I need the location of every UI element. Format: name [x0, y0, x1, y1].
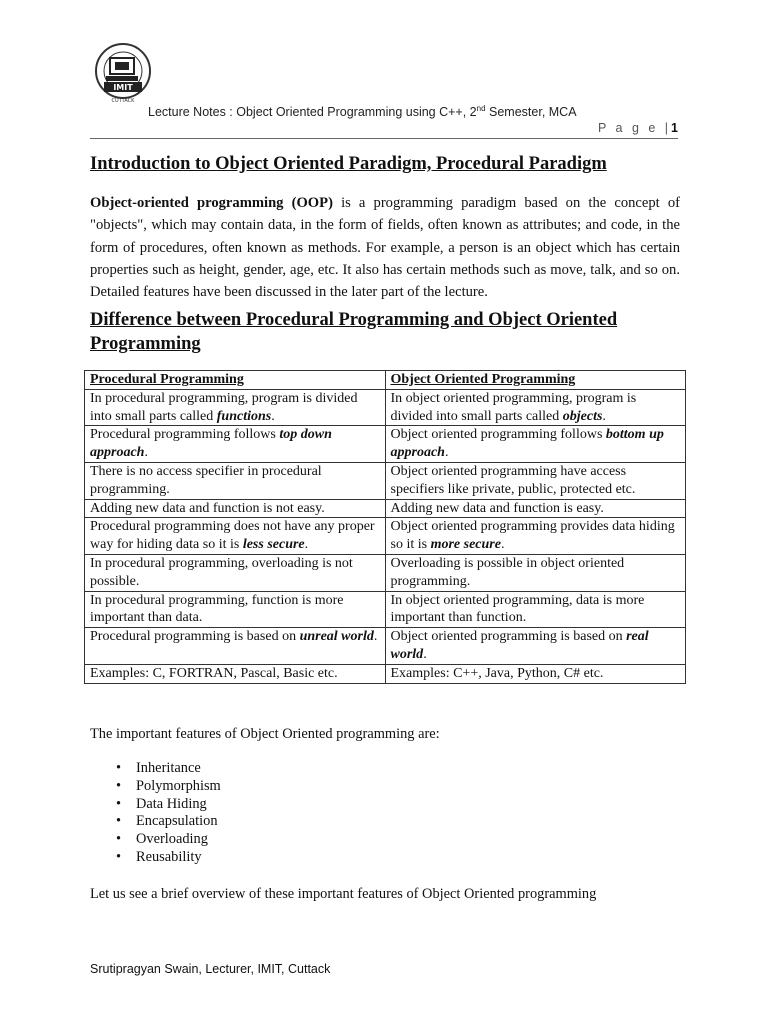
table-cell-procedural: In procedural programming, overloading is not possible.: [85, 554, 386, 591]
intro-text: is a programming paradigm based on the concept of "objects", which may contain data, in the form of fields, often known as attributes; and code, in the form of procedures, often known as methods. For example, a person is an object which has certain properties such as height, gender, age, etc. It also has certain methods such as move, talk, and so on. Detailed features have been discussed in the later part of the lecture.: [90, 195, 680, 301]
features-list: [90, 760, 221, 867]
table-cell-oop: Object oriented programming is based on real world.: [385, 628, 686, 665]
header-title: Lecture Notes : Object Oriented Programming using C++, 2nd Semester, MCA: [148, 104, 577, 120]
table-cell-oop: Overloading is possible in object oriented programming.: [385, 554, 686, 591]
closing-paragraph: Let us see a brief overview of these important features of Object Oriented programming: [90, 886, 597, 902]
comparison-table: [84, 370, 686, 684]
table-cell-procedural: There is no access specifier in procedural programming.: [85, 462, 386, 499]
list-item: • Overloading: [90, 831, 221, 849]
column-header-procedural: Procedural Programming: [85, 371, 386, 390]
table-cell-procedural: Procedural programming follows top down approach.: [85, 426, 386, 463]
table-cell-procedural: In procedural programming, program is divided into small parts called functions.: [85, 389, 386, 426]
table-cell-procedural: Procedural programming is based on unreal world.: [85, 628, 386, 665]
page-number: P a g e |1: [597, 121, 678, 135]
footer-author: Srutipragyan Swain, Lecturer, IMIT, Cuttack: [90, 962, 331, 976]
list-item: • Encapsulation: [90, 813, 221, 831]
table-cell-oop: Object oriented programming provides data hiding so it is more secure.: [385, 518, 686, 555]
intro-paragraph: [90, 192, 680, 303]
table-cell-procedural: Examples: C, FORTRAN, Pascal, Basic etc.: [85, 664, 386, 683]
table-cell-oop: In object oriented programming, program is divided into small parts called objects.: [385, 389, 686, 426]
table-row: [85, 389, 686, 426]
table-row: [85, 426, 686, 463]
logo-subtext: CUTTACK: [111, 98, 135, 104]
table-cell-procedural: Adding new data and function is not easy.: [85, 499, 386, 518]
column-header-oop: Object Oriented Programming: [385, 371, 686, 390]
intro-term: Object-oriented programming (OOP): [90, 195, 333, 211]
table-cell-oop: Object oriented programming have access specifiers like private, public, protected etc.: [385, 462, 686, 499]
table-row: [85, 591, 686, 628]
list-item: • Inheritance: [90, 760, 221, 778]
table-row: [85, 628, 686, 665]
table-row: [85, 554, 686, 591]
list-item: • Reusability: [90, 849, 221, 867]
logo-text: IMIT: [113, 83, 133, 92]
institute-logo-icon: [90, 42, 156, 104]
list-item: • Data Hiding: [90, 796, 221, 814]
header-divider: [90, 138, 678, 139]
table-cell-oop: Object oriented programming follows bottom up approach.: [385, 426, 686, 463]
table-cell-oop: In object oriented programming, data is more important than function.: [385, 591, 686, 628]
table-cell-oop: Examples: C++, Java, Python, C# etc.: [385, 664, 686, 683]
table-cell-oop: Adding new data and function is easy.: [385, 499, 686, 518]
table-row: [85, 518, 686, 555]
section-heading: Difference between Procedural Programming and Object Oriented Programming: [90, 310, 618, 354]
features-lead: The important features of Object Oriented programming are:: [90, 726, 440, 742]
page-title: Introduction to Object Oriented Paradigm, Procedural Paradigm: [90, 154, 607, 174]
table-cell-procedural: In procedural programming, function is more important than data.: [85, 591, 386, 628]
list-item: • Polymorphism: [90, 778, 221, 796]
table-row: [85, 499, 686, 518]
table-row: [85, 462, 686, 499]
table-row: [85, 664, 686, 683]
table-cell-procedural: Procedural programming does not have any proper way for hiding data so it is less secure.: [85, 518, 386, 555]
